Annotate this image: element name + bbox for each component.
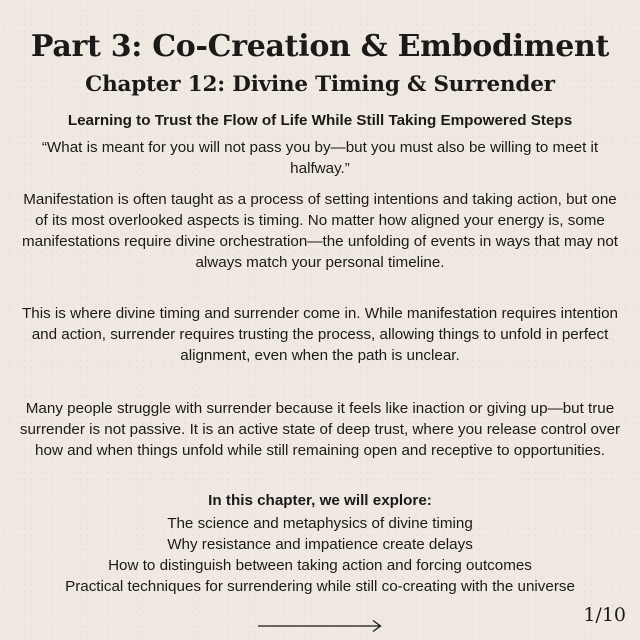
explore-list [30, 513, 610, 597]
chapter-title: Chapter 12: Divine Timing & Surrender [85, 72, 555, 97]
opening-quote: “What is meant for you will not pass you by—but you must also be willing to meet it halfway.” [41, 139, 599, 177]
page-number: 1/10 [583, 604, 626, 626]
list-item: How to distinguish between taking action and forcing outcomes [108, 557, 532, 574]
explore-heading: In this chapter, we will explore: [208, 492, 432, 509]
right-arrow-icon[interactable] [256, 619, 384, 633]
list-item: The science and metaphysics of divine timing [167, 515, 473, 532]
list-item: Why resistance and impatience create delays [167, 536, 473, 553]
paragraph: Many people struggle with surrender because it feels like inaction or giving up—but true surrender is not passive. It is an active state of deep trust, where you release control over how and when things unfold while still remaining open and receptive to opportunities. [19, 400, 621, 459]
paragraph: Manifestation is often taught as a process of setting intentions and taking action, but one of its most overlooked aspects is timing. No matter how aligned your energy is, some manifestations require divine orchestration—the unfolding of events in ways that may not always match your personal timeline. [21, 191, 618, 271]
paragraph: This is where divine timing and surrender come in. While manifestation requires intention and action, surrender requires trusting the process, allowing things to unfold in perfect alignment, even when the path is unclear. [22, 305, 618, 364]
list-item: Practical techniques for surrendering while still co-creating with the universe [65, 578, 575, 595]
part-title: Part 3: Co-Creation & Embodiment [30, 29, 610, 64]
section-heading: Learning to Trust the Flow of Life While Still Taking Empowered Steps [67, 112, 573, 129]
